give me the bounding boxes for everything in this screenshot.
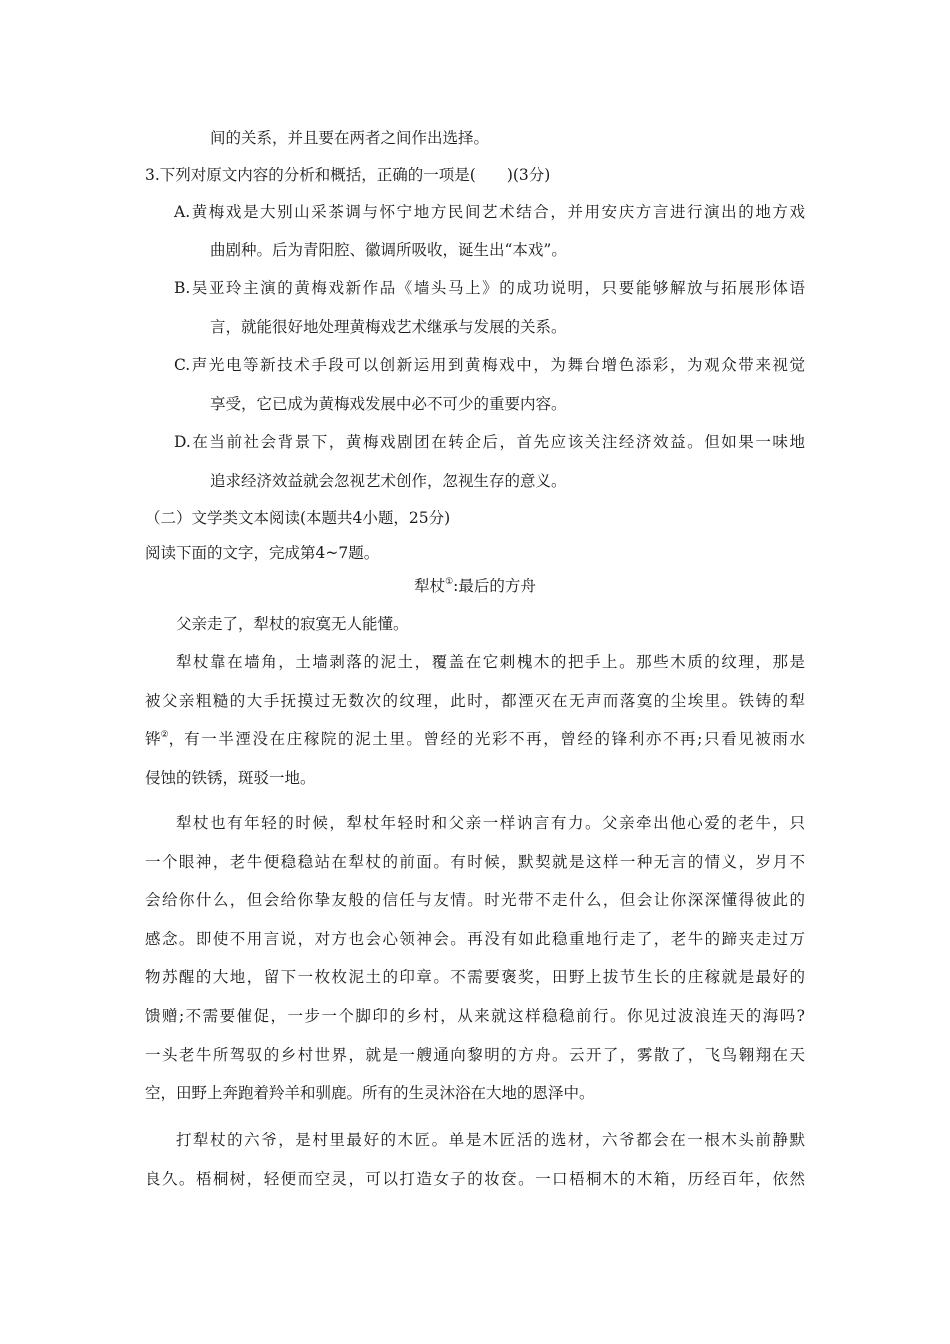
option-d-line-1: D.在当前社会背景下，黄梅戏剧团在转企后，首先应该关注经济效益。但如果一味地 xyxy=(174,433,805,451)
paragraph-2-line-1: 犁杖靠在墙角，土墙剥落的泥土，覆盖在它刺槐木的把手上。那些木质的纹理，那是 xyxy=(176,653,805,671)
passage-title-main: 犁杖 xyxy=(414,577,446,595)
option-c-line-1: C.声光电等新技术手段可以创新运用到黄梅戏中，为舞台增色添彩，为观众带来视觉 xyxy=(174,356,805,374)
paragraph-2-line-2: 被父亲粗糙的大手抚摸过无数次的纹理，此时，都湮灭在无声而落寞的尘埃里。铁铸的犁 xyxy=(145,692,805,710)
passage-title xyxy=(0,576,950,596)
paragraph-3-line-5: 物苏醒的大地，留下一枚枚泥土的印章。不需要褒奖，田野上拔节生长的庄稼就是最好的 xyxy=(145,968,805,986)
paragraph-3-line-3: 会给你什么，但会给你挚友般的信任与友情。时光带不走什么，但会让你深深懂得彼此的 xyxy=(145,891,805,909)
paragraph-4-line-2: 良久。梧桐树，轻便而空灵，可以打造女子的妆奁。一口梧桐木的木箱，历经百年，依然 xyxy=(145,1170,805,1188)
paragraph-4-line-1: 打犁杖的六爷，是村里最好的木匠。单是木匠活的选材，六爷都会在一根木头前静默 xyxy=(176,1131,805,1149)
paragraph-3-line-1: 犁杖也有年轻的时候，犁杖年轻时和父亲一样讷言有力。父亲牵出他心爱的老牛，只 xyxy=(176,814,805,832)
paragraph-2-line-3-comma: ， xyxy=(168,730,185,748)
option-d-line-2: 追求经济效益就会忽视艺术创作，忽视生存的意义。 xyxy=(210,472,567,490)
option-a-line-2: 曲剧种。后为青阳腔、徽调所吸收，诞生出“本戏”。 xyxy=(210,241,567,259)
paragraph-1: 父亲走了，犁杖的寂寞无人能懂。 xyxy=(176,615,409,633)
paragraph-3-line-7: 一头老牛所驾驭的乡村世界，就是一艘通向黎明的方舟。云开了，雾散了，飞鸟翱翔在天 xyxy=(145,1046,805,1064)
reading-instruction: 阅读下面的文字，完成第4~7题。 xyxy=(145,544,380,562)
option-a-line-1: A.黄梅戏是大别山采茶调与怀宁地方民间艺术结合，并用安庆方言进行演出的地方戏 xyxy=(174,203,805,221)
option-b-line-2: 言，就能很好地处理黄梅戏艺术继承与发展的关系。 xyxy=(210,318,567,336)
paragraph-3-line-4: 感念。即使不用言说，对方也会心领神会。再没有如此稳重地行走了，老牛的蹄夹走过万 xyxy=(145,930,805,948)
paragraph-3-line-6: 馈赠;不需要催促，一步一个脚印的乡村，从来就这样稳稳前行。你见过波浪连天的海吗? xyxy=(145,1007,805,1025)
q2-continuation: 间的关系，并且要在两者之间作出选择。 xyxy=(210,129,490,147)
paragraph-3-line-8: 空，田野上奔跑着羚羊和驯鹿。所有的生灵沐浴在大地的恩泽中。 xyxy=(145,1084,595,1102)
section-2-heading: （二）文学类文本阅读(本题共4小题，25分) xyxy=(145,509,451,527)
footnote-marker-1: ① xyxy=(445,577,454,587)
option-b-line-1: B.吴亚玲主演的黄梅戏新作品《墙头马上》的成功说明，只要能够解放与拓展形体语 xyxy=(174,279,805,297)
paragraph-2-line-4: 侵蚀的铁锈，斑驳一地。 xyxy=(145,769,316,787)
paragraph-3-line-2: 一个眼神，老牛便稳稳站在犁杖的前面。有时候，默契就是这样一种无言的情义，岁月不 xyxy=(145,853,805,871)
footnote-marker-2: ② xyxy=(160,730,169,740)
paragraph-2-line-3-text: 有一半湮没在庄稼院的泥土里。曾经的光彩不再，曾经的锋利亦不再;只看见被雨水 xyxy=(184,730,805,748)
paragraph-2-line-3 xyxy=(145,729,805,749)
paragraph-2-line-3-head: 铧 xyxy=(145,730,161,748)
option-c-line-2: 享受，它已成为黄梅戏发展中必不可少的重要内容。 xyxy=(210,395,567,413)
question-3-stem: 3.下列对原文内容的分析和概括，正确的一项是( )(3分) xyxy=(145,166,551,184)
passage-title-rest: :最后的方舟 xyxy=(453,577,536,595)
